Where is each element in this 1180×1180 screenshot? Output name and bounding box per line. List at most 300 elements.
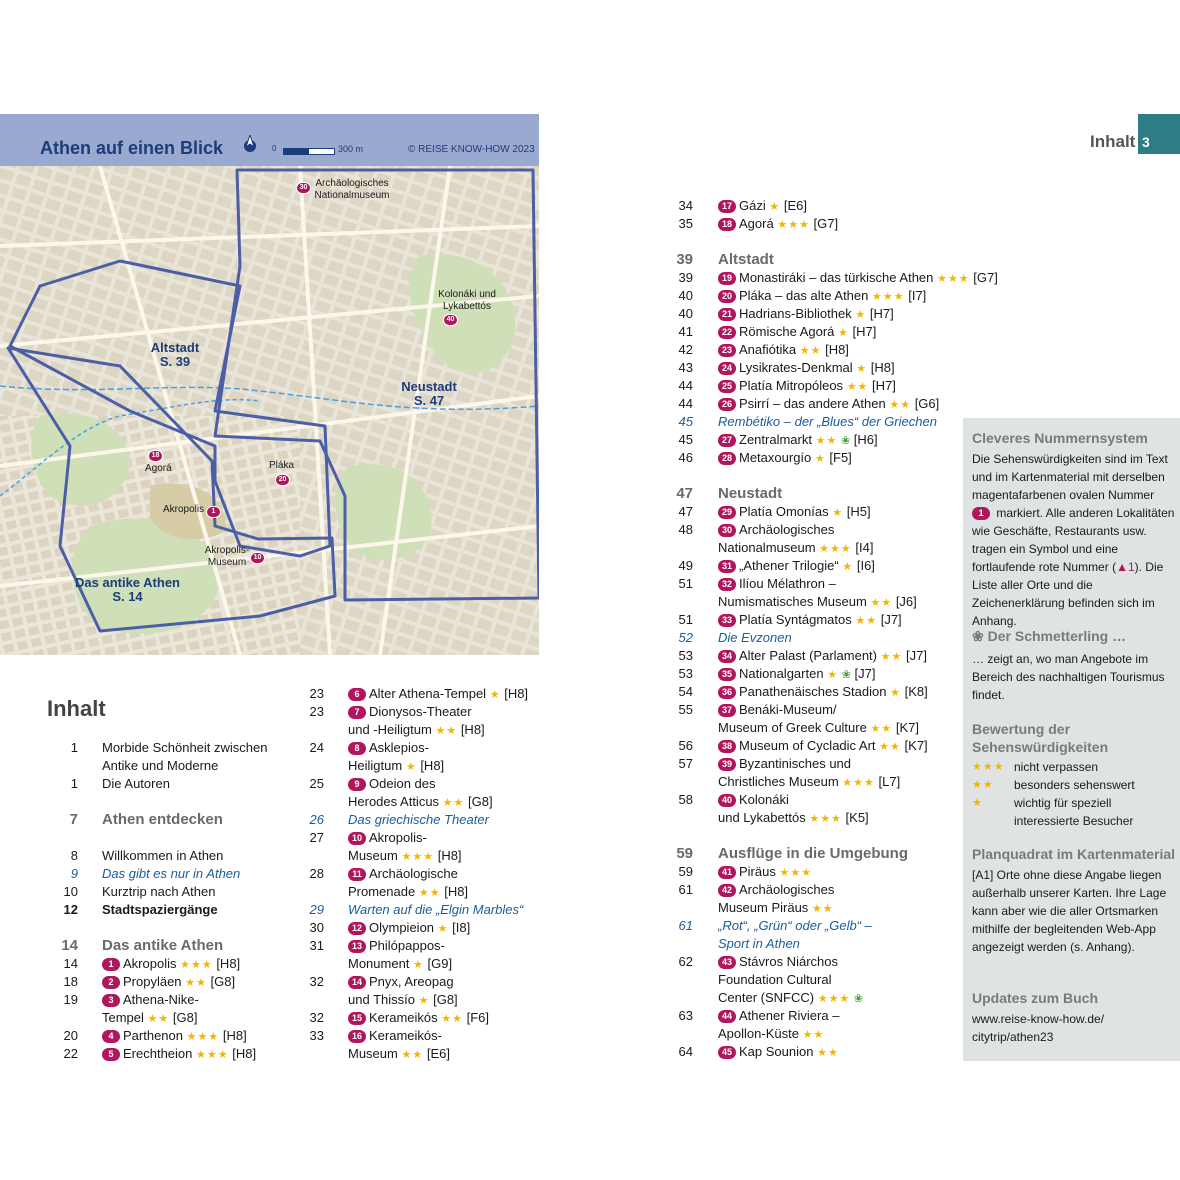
toc-page-number: 9 bbox=[70, 866, 78, 881]
grid-reference: [H8] bbox=[437, 848, 462, 863]
district-antike: Das antike Athen S. 14 bbox=[75, 575, 180, 604]
toc-entry bbox=[50, 1009, 300, 1027]
toc-entry-text: 23 Anafiótika ★★ [H8] bbox=[718, 341, 849, 360]
rating-stars-icon: ★ bbox=[769, 201, 781, 213]
toc-entry-text: Monument ★ [G9] bbox=[348, 956, 453, 971]
toc-entry bbox=[296, 775, 546, 793]
toc-entry-text: 2 Propyläen ★★ [G8] bbox=[102, 973, 235, 992]
toc-entry-text: Museum Piräus ★★ bbox=[718, 900, 834, 915]
toc-page-number: 23 bbox=[309, 704, 324, 719]
toc-page-number: 14 bbox=[61, 937, 78, 954]
map-label-kolonaki: Kolonáki und Lykabettós bbox=[438, 289, 496, 312]
toc-entry bbox=[665, 521, 965, 539]
toc-entry bbox=[665, 629, 965, 647]
sight-number-badge: 39 bbox=[718, 758, 736, 771]
toc-entry bbox=[296, 685, 546, 703]
rating-stars-icon: ★★ bbox=[799, 345, 822, 357]
toc-entry bbox=[665, 971, 965, 989]
grid-reference: [H7] bbox=[872, 378, 896, 393]
sight-number-badge: 3 bbox=[102, 994, 120, 1007]
toc-entry-text: Kurztrip nach Athen bbox=[102, 884, 216, 899]
toc-page-number: 41 bbox=[678, 324, 693, 339]
toc-entry-text: 28 Metaxourgío ★ [F5] bbox=[718, 449, 852, 468]
toc-page-number: 61 bbox=[678, 882, 693, 897]
map-marker-museum: 30 bbox=[296, 181, 311, 194]
toc-entry bbox=[665, 215, 965, 233]
toc-page-number: 51 bbox=[678, 576, 693, 591]
toc-entry bbox=[665, 377, 965, 395]
page-number-tab: 3 bbox=[1138, 114, 1180, 154]
rating-stars-icon: ★★ bbox=[870, 723, 893, 735]
toc-entry bbox=[296, 847, 546, 865]
toc-entry bbox=[665, 791, 965, 809]
rating-legend-row: ★★★ nicht verpassen bbox=[972, 760, 1099, 774]
map-label-agora: Agorá bbox=[145, 463, 172, 474]
sight-number-badge: 8 bbox=[348, 742, 366, 755]
toc-page-number: 35 bbox=[678, 216, 693, 231]
toc-page-number: 39 bbox=[678, 270, 693, 285]
sight-number-badge: 19 bbox=[718, 272, 736, 285]
toc-entry bbox=[296, 721, 546, 739]
toc-entry-text: 26 Psirrí – das andere Athen ★★ [G6] bbox=[718, 395, 939, 414]
toc-page-number: 14 bbox=[63, 956, 78, 971]
toc-page-number: 48 bbox=[678, 522, 693, 537]
toc-entry-text: Heiligtum ★ [H8] bbox=[348, 758, 445, 773]
toc-entry bbox=[296, 811, 546, 829]
sight-number-badge: 1 bbox=[102, 958, 120, 971]
sight-number-badge: 35 bbox=[718, 668, 736, 681]
grid-reference: [K7] bbox=[895, 720, 919, 735]
sidebox-heading-butterfly: ❀ Der Schmetterling … bbox=[972, 628, 1127, 644]
rating-stars-icon: ★★★ bbox=[937, 273, 970, 285]
toc-entry bbox=[665, 287, 965, 305]
butterfly-icon: ❀ bbox=[840, 435, 851, 447]
toc-entry-text: Antike und Moderne bbox=[102, 758, 219, 773]
toc-page-number: 45 bbox=[678, 414, 693, 429]
grid-reference: [G6] bbox=[914, 396, 940, 411]
grid-reference: [H8] bbox=[504, 686, 529, 701]
rating-stars-icon: ★★ bbox=[147, 1013, 170, 1025]
toc-entry-text: Das gibt es nur in Athen bbox=[102, 866, 241, 881]
toc-entry-text: 27 Zentralmarkt ★★ ❀ [H6] bbox=[718, 431, 878, 450]
sight-number-badge: 28 bbox=[718, 452, 736, 465]
toc-entry bbox=[665, 503, 965, 521]
toc-entry-text: 12 Olympieion ★ [I8] bbox=[348, 919, 470, 938]
toc-entry-text: 31 „Athener Trilogie“ ★ [I6] bbox=[718, 557, 875, 576]
sight-number-badge: 18 bbox=[718, 218, 736, 231]
toc-page-number: 57 bbox=[678, 756, 693, 771]
toc-entry bbox=[50, 739, 300, 757]
toc-page-number: 33 bbox=[309, 1028, 324, 1043]
rating-stars-icon: ★★ bbox=[855, 615, 878, 627]
map-copyright: © REISE KNOW-HOW 2023 bbox=[408, 144, 535, 155]
toc-entry bbox=[296, 919, 546, 937]
toc-page-number: 46 bbox=[678, 450, 693, 465]
toc-page-number: 54 bbox=[678, 684, 693, 699]
grid-reference: [K8] bbox=[904, 684, 928, 699]
toc-entry bbox=[50, 811, 300, 829]
rating-stars-icon: ★ bbox=[890, 687, 901, 699]
sidebox-ratings bbox=[972, 758, 1176, 830]
toc-page-number: 49 bbox=[678, 558, 693, 573]
rating-legend-row: ★ wichtig für speziell interessierte Besucher bbox=[972, 796, 1134, 828]
sight-number-badge: 10 bbox=[348, 832, 366, 845]
sight-number-badge: 33 bbox=[718, 614, 736, 627]
toc-entry bbox=[665, 755, 965, 773]
toc-entry bbox=[665, 251, 965, 269]
toc-column-1 bbox=[50, 739, 300, 1063]
toc-page-number: 52 bbox=[678, 630, 693, 645]
toc-entry bbox=[665, 935, 965, 953]
toc-entry bbox=[296, 703, 546, 721]
toc-page-number: 56 bbox=[678, 738, 693, 753]
toc-entry bbox=[665, 413, 965, 431]
toc-entry-text: 10 Akropolis- bbox=[348, 829, 427, 847]
page-section-title: Inhalt bbox=[1090, 132, 1136, 151]
toc-entry bbox=[665, 917, 965, 935]
sight-number-badge: 14 bbox=[348, 976, 366, 989]
toc-page-number: 8 bbox=[70, 848, 78, 863]
toc-entry-text: 14 Pnyx, Areopag bbox=[348, 973, 454, 991]
toc-entry-text: 44 Athener Riviera – bbox=[718, 1007, 839, 1025]
toc-page-number: 43 bbox=[678, 360, 693, 375]
rating-stars-icon: ★★★ bbox=[842, 777, 875, 789]
toc-page-number: 63 bbox=[678, 1008, 693, 1023]
toc-entry bbox=[665, 989, 965, 1007]
sight-number-badge: 12 bbox=[348, 922, 366, 935]
toc-entry-text: „Rot“, „Grün“ oder „Gelb“ – bbox=[718, 918, 872, 933]
toc-entry-text: Willkommen in Athen bbox=[102, 848, 224, 863]
grid-reference: [J6] bbox=[895, 594, 917, 609]
toc-entry-text: 41 Piräus ★★★ bbox=[718, 863, 812, 882]
toc-entry bbox=[665, 647, 965, 665]
grid-reference: [H5] bbox=[846, 504, 871, 519]
toc-page-number: 24 bbox=[309, 740, 324, 755]
toc-entry bbox=[50, 955, 300, 973]
overview-map bbox=[0, 114, 539, 655]
rating-stars-icon: ★ bbox=[814, 453, 826, 465]
rating-stars-icon: ★★ bbox=[972, 779, 994, 791]
grid-reference: [H8] bbox=[460, 722, 485, 737]
toc-entry-text: 29 Platía Omonías ★ [H5] bbox=[718, 503, 871, 522]
rating-stars-icon: ★★ bbox=[817, 1047, 839, 1059]
grid-reference: [H8] bbox=[222, 1028, 247, 1043]
toc-entry bbox=[296, 1045, 546, 1063]
toc-entry bbox=[50, 865, 300, 883]
rating-stars-icon: ★★★ bbox=[777, 219, 810, 231]
toc-page-number: 23 bbox=[309, 686, 324, 701]
sight-number-badge: 32 bbox=[718, 578, 736, 591]
grid-reference: [G8] bbox=[468, 794, 493, 809]
toc-entry bbox=[50, 829, 300, 847]
rating-stars-icon: ★★★ bbox=[186, 1031, 220, 1043]
toc-entry bbox=[665, 341, 965, 359]
rating-stars-icon: ★★ bbox=[441, 1013, 463, 1025]
toc-entry-text: Athen entdecken bbox=[102, 811, 223, 828]
grid-reference: [I8] bbox=[452, 920, 471, 935]
toc-entry bbox=[50, 793, 300, 811]
sight-number-badge: 25 bbox=[718, 380, 736, 393]
toc-entry-text: Ausflüge in die Umgebung bbox=[718, 845, 908, 862]
rating-stars-icon: ★★★ bbox=[180, 959, 213, 971]
toc-entry bbox=[296, 955, 546, 973]
sight-number-badge: 16 bbox=[348, 1030, 366, 1043]
sight-number-badge: 5 bbox=[102, 1048, 120, 1061]
toc-entry bbox=[665, 305, 965, 323]
rating-stars-icon: ★★ bbox=[879, 741, 901, 753]
toc-entry bbox=[665, 827, 965, 845]
shop-symbol-icon: ▲1 bbox=[1116, 560, 1135, 574]
map-marker-plaka: 20 bbox=[275, 473, 290, 486]
sidebox-heading-rating: Bewertung der Sehenswürdigkeiten bbox=[972, 721, 1109, 755]
toc-page-number: 59 bbox=[676, 845, 693, 862]
toc-entry-text: Neustadt bbox=[718, 485, 783, 502]
toc-entry bbox=[296, 793, 546, 811]
toc-page-number: 19 bbox=[63, 992, 78, 1007]
toc-entry-text: 33 Platía Syntágmatos ★★ [J7] bbox=[718, 611, 902, 630]
toc-page-number: 39 bbox=[676, 251, 693, 268]
toc-entry-text: 9 Odeion des bbox=[348, 775, 436, 793]
rating-stars-icon: ★ bbox=[856, 363, 868, 375]
toc-page-number: 29 bbox=[309, 902, 324, 917]
grid-reference: [J7] bbox=[854, 666, 876, 681]
sight-number-badge: 45 bbox=[718, 1046, 736, 1059]
toc-entry bbox=[296, 901, 546, 919]
rating-stars-icon: ★★ bbox=[870, 597, 893, 609]
toc-entry bbox=[50, 973, 300, 991]
toc-page-number: 44 bbox=[678, 378, 693, 393]
rating-stars-icon: ★★★ bbox=[196, 1049, 229, 1061]
toc-entry-text: Nationalmuseum ★★★ [I4] bbox=[718, 540, 874, 555]
map-label-museum: Archäologisches Nationalmuseum bbox=[314, 178, 390, 201]
toc-entry-text: Museum ★★★ [H8] bbox=[348, 848, 462, 863]
toc-entry bbox=[665, 683, 965, 701]
sight-number-badge: 15 bbox=[348, 1012, 366, 1025]
toc-entry bbox=[665, 611, 965, 629]
rating-stars-icon: ★★ bbox=[401, 1049, 424, 1061]
rating-stars-icon: ★ bbox=[405, 761, 417, 773]
grid-reference: [G9] bbox=[427, 956, 453, 971]
rating-stars-icon: ★★★ bbox=[817, 993, 851, 1005]
toc-entry-text: und -Heiligtum ★★ [H8] bbox=[348, 722, 485, 737]
toc-entry bbox=[665, 1007, 965, 1025]
toc-entry-text: Stadtspaziergänge bbox=[102, 902, 218, 917]
toc-entry bbox=[296, 991, 546, 1009]
toc-entry-text: Museum ★★ [E6] bbox=[348, 1046, 450, 1061]
grid-reference: [H8] bbox=[444, 884, 469, 899]
sidebox-heading-numbers: Cleveres Nummernsystem bbox=[972, 430, 1148, 446]
scale-bar bbox=[283, 148, 335, 155]
toc-entry-text: Die Autoren bbox=[102, 776, 170, 791]
toc-page-number: 40 bbox=[678, 288, 693, 303]
toc-page-number: 53 bbox=[678, 666, 693, 681]
toc-column-3 bbox=[665, 197, 998, 1061]
toc-entry bbox=[665, 665, 965, 683]
district-altstadt: Altstadt S. 39 bbox=[150, 340, 200, 369]
toc-page-number: 1 bbox=[70, 776, 78, 791]
toc-page-number: 10 bbox=[63, 884, 78, 899]
toc-entry bbox=[665, 485, 965, 503]
toc-entry bbox=[665, 359, 965, 377]
toc-entry bbox=[50, 991, 300, 1009]
sight-number-badge: 22 bbox=[718, 326, 736, 339]
toc-page-number: 22 bbox=[63, 1046, 78, 1061]
toc-page-number: 34 bbox=[678, 198, 693, 213]
rating-stars-icon: ★ bbox=[855, 309, 867, 321]
rating-stars-icon: ★ bbox=[437, 923, 449, 935]
toc-entry-text: 17 Gázi ★ [E6] bbox=[718, 197, 807, 216]
rating-stars-icon: ★ bbox=[832, 507, 844, 519]
toc-entry-text: Numismatisches Museum ★★ [J6] bbox=[718, 594, 917, 609]
toc-entry-text: 35 Nationalgarten ★ ❀ [J7] bbox=[718, 665, 876, 684]
toc-entry bbox=[50, 901, 300, 919]
toc-entry bbox=[665, 1043, 965, 1061]
scale-label: 300 m bbox=[338, 144, 364, 154]
rating-stars-icon: ★★★ bbox=[972, 761, 1005, 773]
grid-reference: [G8] bbox=[433, 992, 458, 1007]
sight-number-badge: 38 bbox=[718, 740, 736, 753]
toc-entry bbox=[665, 197, 965, 215]
sidebox-text-updates: www.reise-know-how.de/ citytrip/athen23 bbox=[972, 1012, 1105, 1044]
rating-stars-icon: ★ bbox=[827, 669, 839, 681]
toc-entry bbox=[665, 467, 965, 485]
badge-icon: 1 bbox=[972, 507, 990, 520]
sidebox-text-numbers: Die Sehenswürdigkeiten sind im Text und im Kartenmaterial mit derselben magentafarbenen ovalen Nummer 1 markiert. Alle anderen Lokalitäten wie Geschäfte, Restaurants usw. tragen ein Symbol und eine fortlaufende rote Nummer (▲1). Die Liste aller Orte und die Zeichenerklärung befinden sich im Anhang. bbox=[972, 452, 1175, 628]
toc-page-number: 42 bbox=[678, 342, 693, 357]
toc-entry bbox=[50, 919, 300, 937]
toc-entry-text: Promenade ★★ [H8] bbox=[348, 884, 469, 899]
grid-reference: [K7] bbox=[904, 738, 928, 753]
toc-entry-text: Museum of Greek Culture ★★ [K7] bbox=[718, 720, 919, 735]
grid-reference: [H6] bbox=[853, 432, 878, 447]
toc-page-number: 20 bbox=[63, 1028, 78, 1043]
rating-stars-icon: ★★ bbox=[435, 725, 458, 737]
rating-stars-icon: ★★★ bbox=[819, 543, 852, 555]
toc-page-number: 58 bbox=[678, 792, 693, 807]
toc-entry bbox=[665, 701, 965, 719]
sight-number-badge: 29 bbox=[718, 506, 736, 519]
toc-entry-text: Foundation Cultural bbox=[718, 972, 832, 987]
toc-entry-text: Das antike Athen bbox=[102, 937, 224, 954]
sight-number-badge: 6 bbox=[348, 688, 366, 701]
sight-number-badge: 9 bbox=[348, 778, 366, 791]
toc-entry-text: 6 Alter Athena-Tempel ★ [H8] bbox=[348, 685, 528, 704]
toc-entry bbox=[296, 829, 546, 847]
sight-number-badge: 42 bbox=[718, 884, 736, 897]
toc-page-number: 31 bbox=[309, 938, 324, 953]
map-marker-akropolis: 1 bbox=[206, 505, 221, 518]
toc-entry-text: Rembétiko – der „Blues“ der Griechen bbox=[718, 414, 937, 429]
sight-number-badge: 13 bbox=[348, 940, 366, 953]
grid-reference: [I4] bbox=[855, 540, 874, 555]
grid-reference: [E6] bbox=[783, 198, 807, 213]
grid-reference: [H7] bbox=[869, 306, 894, 321]
map-label-akromuseum: Akropolis-Museum bbox=[204, 545, 250, 568]
grid-reference: [H8] bbox=[232, 1046, 257, 1061]
map-label-plaka: Pláka bbox=[269, 460, 295, 471]
toc-entry bbox=[50, 847, 300, 865]
toc-entry-text: 22 Römische Agorá ★ [H7] bbox=[718, 323, 876, 342]
toc-entry bbox=[50, 883, 300, 901]
toc-entry-text: 16 Kerameikós- bbox=[348, 1027, 442, 1045]
toc-entry bbox=[296, 1009, 546, 1027]
toc-column-2 bbox=[296, 685, 546, 1063]
grid-reference: [I7] bbox=[908, 288, 927, 303]
toc-entry-text: 37 Benáki-Museum/ bbox=[718, 701, 837, 719]
rating-stars-icon: ★ bbox=[838, 327, 849, 339]
sight-number-badge: 31 bbox=[718, 560, 736, 573]
toc-entry-text: 36 Panathenäisches Stadion ★ [K8] bbox=[718, 683, 928, 702]
grid-reference: [G8] bbox=[172, 1010, 198, 1025]
district-neustadt: Neustadt S. 47 bbox=[401, 379, 457, 408]
grid-reference: [F6] bbox=[466, 1010, 490, 1025]
toc-entry-text: 21 Hadrians-Bibliothek ★ [H7] bbox=[718, 305, 894, 324]
toc-entry bbox=[665, 845, 965, 863]
sight-number-badge: 17 bbox=[718, 200, 736, 213]
sight-number-badge: 24 bbox=[718, 362, 736, 375]
grid-reference: [L7] bbox=[878, 774, 901, 789]
toc-page-number: 62 bbox=[678, 954, 693, 969]
toc-page-number: 44 bbox=[678, 396, 693, 411]
toc-entry-text: 43 Stávros Niárchos bbox=[718, 953, 838, 971]
toc-entry-text: 40 Kolonáki bbox=[718, 791, 789, 809]
toc-entry-text: 19 Monastiráki – das türkische Athen ★★★ [G7] bbox=[718, 269, 998, 288]
toc-entry-text: 15 Kerameikós ★★ [F6] bbox=[348, 1009, 489, 1028]
toc-page-number: 53 bbox=[678, 648, 693, 663]
rating-stars-icon: ★★ bbox=[880, 651, 903, 663]
sight-number-badge: 36 bbox=[718, 686, 736, 699]
rating-legend-row: ★★ besonders sehenswert bbox=[972, 778, 1135, 792]
sidebox-text-butterfly: … zeigt an, wo man Angebote im Bereich des nachhaltigen Tourismus findet. bbox=[972, 652, 1165, 702]
toc-entry-text: 1 Akropolis ★★★ [H8] bbox=[102, 955, 240, 974]
map-marker-agora: 18 bbox=[148, 449, 163, 462]
sight-number-badge: 34 bbox=[718, 650, 736, 663]
toc-entry bbox=[50, 775, 300, 793]
toc-entry-text: Warten auf die „Elgin Marbles“ bbox=[348, 902, 524, 917]
toc-entry-text: 3 Athena-Nike- bbox=[102, 991, 199, 1009]
toc-entry bbox=[665, 719, 965, 737]
toc-page-number: 47 bbox=[678, 504, 693, 519]
toc-page-number: 64 bbox=[678, 1044, 693, 1059]
toc-entry bbox=[665, 1025, 965, 1043]
toc-entry-text: Altstadt bbox=[718, 251, 774, 268]
toc-entry bbox=[296, 883, 546, 901]
toc-entry-text: Das griechische Theater bbox=[348, 812, 489, 827]
butterfly-icon: ❀ bbox=[841, 669, 851, 681]
grid-reference: [H7] bbox=[852, 324, 877, 339]
toc-page-number: 28 bbox=[309, 866, 324, 881]
toc-entry bbox=[50, 1027, 300, 1045]
map-title: Athen auf einen Blick bbox=[40, 138, 224, 158]
toc-entry-text: und Thissío ★ [G8] bbox=[348, 992, 458, 1007]
toc-entry bbox=[665, 863, 965, 881]
toc-entry bbox=[665, 809, 965, 827]
rating-stars-icon: ★★★ bbox=[401, 851, 435, 863]
toc-page-number: 7 bbox=[69, 811, 78, 828]
sight-number-badge: 41 bbox=[718, 866, 736, 879]
toc-entry bbox=[296, 973, 546, 991]
toc-entry bbox=[50, 1045, 300, 1063]
toc-entry-text: 8 Asklepios- bbox=[348, 739, 429, 757]
toc-page-number: 40 bbox=[678, 306, 693, 321]
rating-stars-icon: ★ bbox=[413, 959, 424, 971]
toc-page-number: 55 bbox=[678, 702, 693, 717]
toc-entry bbox=[665, 575, 965, 593]
toc-entry bbox=[665, 881, 965, 899]
grid-reference: [E6] bbox=[426, 1046, 450, 1061]
sight-number-badge: 23 bbox=[718, 344, 736, 357]
sight-number-badge: 2 bbox=[102, 976, 120, 989]
